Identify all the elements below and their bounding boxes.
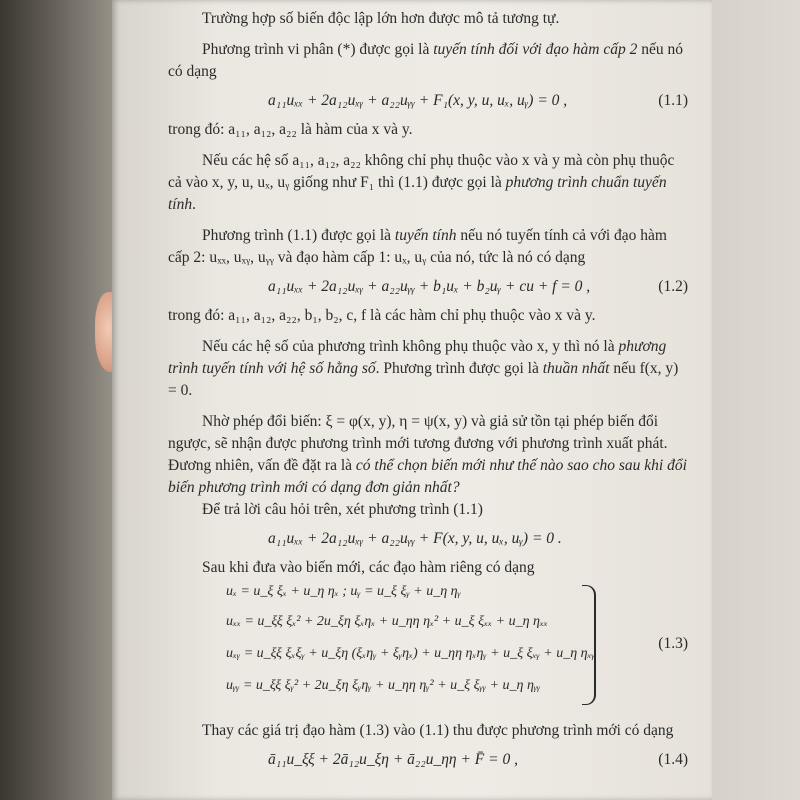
- paragraph-4: [168, 150, 688, 216]
- equation-restated: [168, 521, 688, 557]
- paragraph-7-term: phương trình tuyến tính với hệ số hằng số: [168, 338, 667, 377]
- equation-1-4-number: (1.4): [658, 751, 688, 768]
- paragraph-9: Để trả lời câu hỏi trên, xét phương trình (1.1): [202, 501, 483, 518]
- paragraph-4-term: phương trình chuẩn tuyến tính: [168, 174, 667, 213]
- equation-1-2: [168, 269, 688, 305]
- background-left: [0, 0, 118, 800]
- paragraph-7-text-a: Nếu các hệ số của phương trình không phụ thuộc vào x, y thì nó là: [202, 338, 619, 355]
- paragraph-5-text-c: nếu nó tuyến tính cả với đạo hàm cấp 2: uₓₓ, uₓᵧ, uᵧᵧ và đạo hàm cấp 1: uₓ, uᵧ của nó, tức là nó có dạng: [168, 227, 667, 266]
- paragraph-7-text-e: nếu f(x, y) = 0.: [168, 360, 679, 399]
- equation-1-2-formula: a₁₁uₓₓ + 2a₁₂uₓᵧ + a₂₂uᵧᵧ + b₁uₓ + b₂uᵧ + cu + f = 0 ,: [268, 278, 591, 295]
- equation-1-3-line-4: uᵧᵧ = u_ξξ ξᵧ² + 2u_ξη ξᵧηᵧ + u_ηη ηᵧ² + u_ξ ξᵧᵧ + u_η ηᵧᵧ: [226, 678, 541, 693]
- paragraph-2-text-a: Phương trình vi phân (*) được gọi là: [202, 41, 434, 58]
- paragraph-6: trong đó: a₁₁, a₁₂, a₂₂, b₁, b₂, c, f là các hàm chỉ phụ thuộc vào x và y.: [168, 307, 596, 324]
- paragraph-7-term-2: thuần nhất: [542, 360, 610, 377]
- equation-1-1: [168, 83, 688, 119]
- paragraph-10: Sau khi đưa vào biến mới, các đạo hàm riêng có dạng: [202, 559, 535, 576]
- equation-1-1-formula: a₁₁uₓₓ + 2a₁₂uₓᵧ + a₂₂uᵧᵧ + F₁(x, y, u, uₓ, uᵧ) = 0 ,: [268, 92, 568, 109]
- paragraph-4-text-a: Nếu các hệ số a₁₁, a₁₂, a₂₂ không chỉ phụ thuộc vào x và y mà còn phụ thuộc cả vào x, y, u, uₓ, uᵧ giống như F₁ thì (1.1) được gọi là: [168, 152, 675, 191]
- equation-1-1-number: (1.1): [658, 92, 688, 109]
- paragraph-5-term: tuyến tính: [394, 227, 457, 244]
- paragraph-3: trong đó: a₁₁, a₁₂, a₂₂ là hàm của x và y.: [168, 121, 413, 138]
- page-content: [168, 8, 688, 778]
- paragraph-2-text-c: nếu nó có dạng: [168, 41, 684, 80]
- equation-restated-formula: a₁₁uₓₓ + 2a₁₂uₓᵧ + a₂₂uᵧᵧ + F(x, y, u, uₓ, uᵧ) = 0 .: [268, 530, 562, 547]
- paragraph-8-question: có thể chọn biến mới như thế nào sao cho sau khi đổi biến phương trình mới có dạng đơn giản nhất?: [168, 457, 687, 496]
- equation-1-3-line-1: uₓ = u_ξ ξₓ + u_η ηₓ ; uᵧ = u_ξ ξᵧ + u_η ηᵧ: [226, 584, 461, 599]
- paragraph-5: [168, 225, 688, 269]
- paragraph-7: [168, 336, 688, 402]
- equation-1-2-number: (1.2): [658, 278, 688, 295]
- paragraph-5-text-a: Phương trình (1.1) được gọi là: [202, 227, 395, 244]
- right-brace: [582, 585, 596, 705]
- paragraph-1: Trường hợp số biến độc lập lớn hơn được mô tả tương tự.: [202, 10, 560, 27]
- equation-1-4: [168, 742, 688, 778]
- equation-1-3-line-2: uₓₓ = u_ξξ ξₓ² + 2u_ξη ξₓηₓ + u_ηη ηₓ² + u_ξ ξₓₓ + u_η ηₓₓ: [226, 614, 548, 629]
- paragraph-2: [168, 39, 688, 83]
- paragraph-8: [168, 411, 688, 499]
- paragraph-4-text-c: .: [192, 196, 196, 213]
- equation-1-3-number: (1.3): [658, 635, 688, 652]
- paragraph-8-text-a: Nhờ phép đổi biến: ξ = φ(x, y), η = ψ(x, y) và giả sử tồn tại phép biến đổi ngược, sẽ nhận được phương trình mới tương đương với phương trình xuất phát. Đương nhiên, vấn đề đặt ra là: [168, 413, 668, 474]
- equation-1-3-line-3: uₓᵧ = u_ξξ ξₓξᵧ + u_ξη (ξₓηᵧ + ξᵧηₓ) + u_ηη ηₓηᵧ + u_ξ ξₓᵧ + u_η ηₓᵧ: [226, 646, 595, 661]
- equation-1-3-system: [168, 581, 688, 711]
- paragraph-11: Thay các giá trị đạo hàm (1.3) vào (1.1) thu được phương trình mới có dạng: [202, 722, 674, 739]
- paragraph-7-text-c: . Phương trình được gọi là: [375, 360, 543, 377]
- background-right: [712, 0, 800, 800]
- paragraph-2-term: tuyến tính đối với đạo hàm cấp 2: [433, 41, 638, 58]
- equation-1-4-formula: ā₁₁u_ξξ + 2ā₁₂u_ξη + ā₂₂u_ηη + F̄ = 0 ,: [268, 751, 518, 768]
